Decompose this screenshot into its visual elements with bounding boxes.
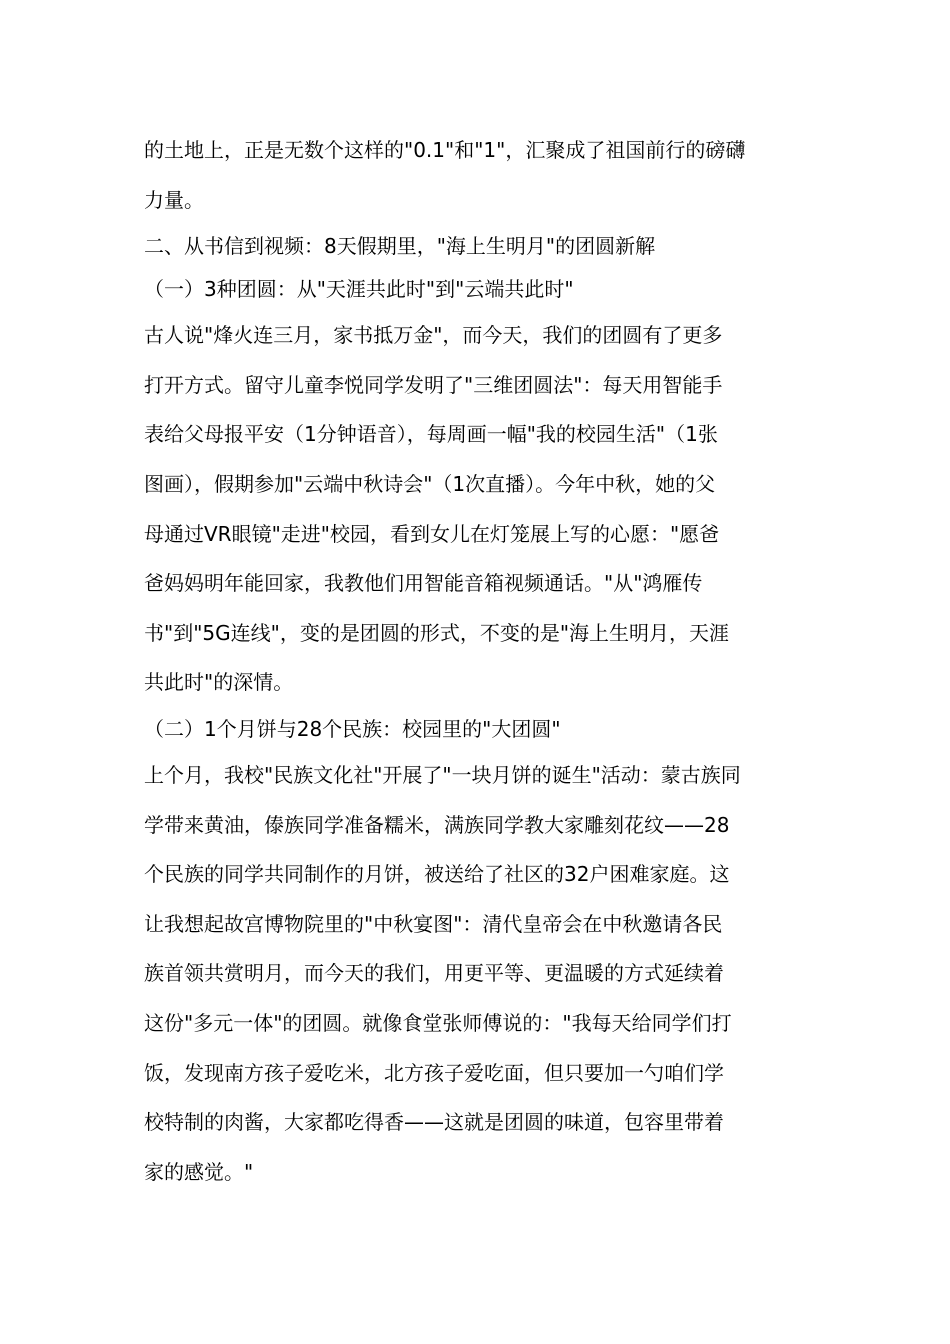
- paragraph-line: 图画），假期参加"云端中秋诗会"（1次直播）。今年中秋，她的父: [144, 471, 716, 496]
- paragraph-line: 表给父母报平安（1分钟语音），每周画一幅"我的校园生活"（1张: [144, 422, 718, 447]
- paragraph-line: 爸妈妈明年能回家，我教他们用智能音箱视频通话。"从"鸿雁传: [144, 571, 703, 596]
- paragraph-line: 家的感觉。": [144, 1159, 254, 1184]
- section-heading: 二、从书信到视频：8天假期里，"海上生明月"的团圆新解: [144, 234, 656, 259]
- paragraph-line: 校特制的肉酱，大家都吃得香——这就是团圆的味道，包容里带着: [144, 1110, 724, 1135]
- paragraph-line: 打开方式。留守儿童李悦同学发明了"三维团圆法"：每天用智能手: [144, 372, 723, 397]
- paragraph-line: 的土地上，正是无数个这样的"0.1"和"1"，汇聚成了祖国前行的磅礴: [144, 138, 746, 162]
- paragraph-line: 书"到"5G连线"，变的是团圆的形式，不变的是"海上生明月，天涯: [144, 620, 730, 645]
- paragraph-line: 饭，发现南方孩子爱吃米，北方孩子爱吃面，但只要加一勺咱们学: [144, 1060, 724, 1085]
- paragraph-line: 个民族的同学共同制作的月饼，被送给了社区的32户困难家庭。这: [144, 862, 730, 887]
- paragraph-line: 母通过VR眼镜"走进"校园，看到女儿在灯笼展上写的心愿："愿爸: [144, 521, 720, 546]
- document-body: [144, 126, 814, 1197]
- subsection-heading: （一）3种团圆：从"天涯共此时"到"云端共此时": [144, 277, 574, 302]
- paragraph-line: 族首领共赏明月，而今天的我们，用更平等、更温暖的方式延续着: [144, 961, 724, 986]
- paragraph-line: 这份"多元一体"的团圆。就像食堂张师傅说的："我每天给同学们打: [144, 1010, 732, 1035]
- paragraph-line: 力量。: [144, 187, 204, 212]
- paragraph-line: 让我想起故宫博物院里的"中秋宴图"：清代皇帝会在中秋邀请各民: [144, 911, 723, 936]
- subsection-heading: （二）1个月饼与28个民族：校园里的"大团圆": [144, 716, 561, 741]
- paragraph-line: 上个月，我校"民族文化社"开展了"一块月饼的诞生"活动：蒙古族同: [144, 762, 741, 787]
- paragraph-line: 学带来黄油，傣族同学准备糯米，满族同学教大家雕刻花纹——28: [144, 812, 730, 837]
- paragraph-line: 共此时"的深情。: [144, 670, 294, 695]
- paragraph-line: 古人说"烽火连三月，家书抵万金"，而今天，我们的团圆有了更多: [144, 323, 723, 348]
